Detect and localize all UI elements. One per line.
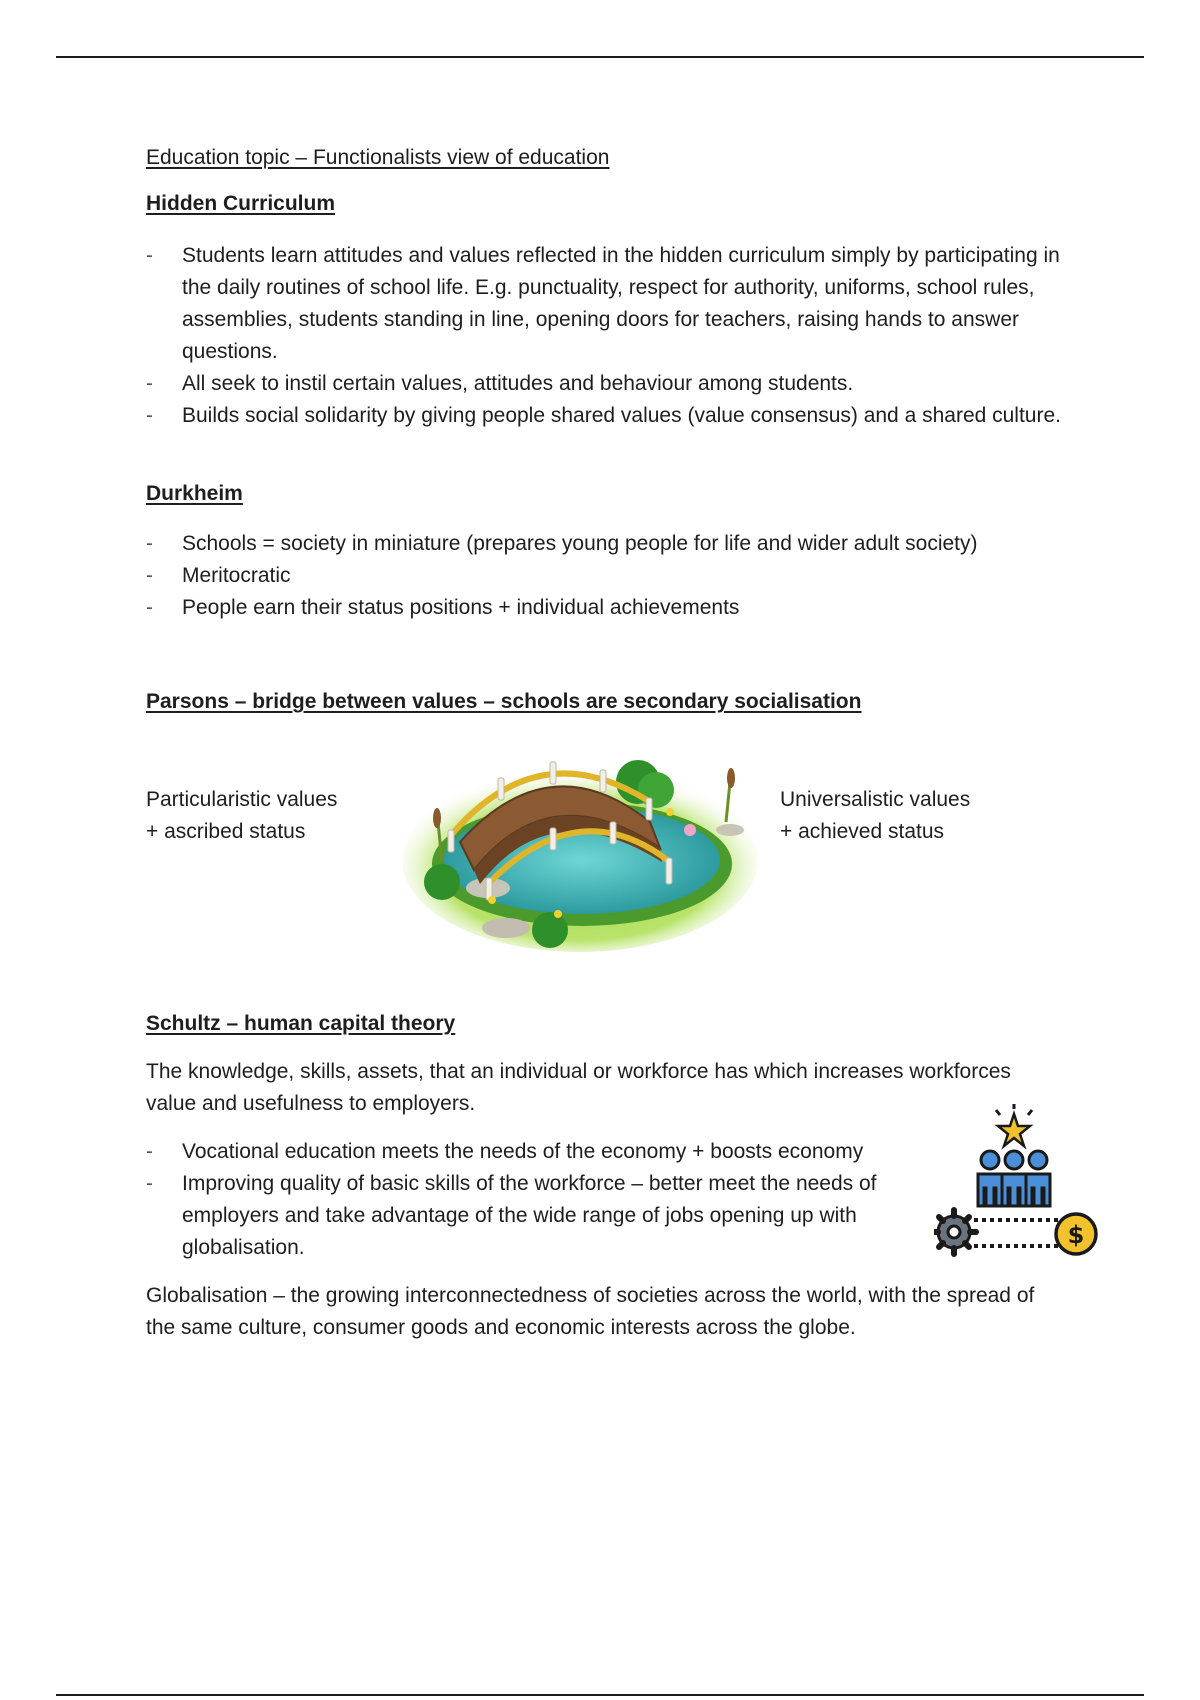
bottom-rule [56,1694,1144,1696]
schultz-heading: Schultz – human capital theory [146,1012,456,1035]
durkheim-heading: Durkheim [146,482,243,505]
top-rule [56,56,1144,58]
list-item: - All seek to instil certain values, attitudes and behaviour among students. [146,368,1066,400]
globalisation-definition: Globalisation – the growing interconnectedness of societies across the world, with the spread of the same culture, consumer goods and economic interests across the globe. [146,1284,1035,1339]
ascribed-status-line: + ascribed status [146,820,306,843]
hidden-curriculum-list [146,240,1066,432]
parsons-heading: Parsons – bridge between values – schools are secondary socialisation [146,690,862,713]
list-item: - Schools = society in miniature (prepares young people for life and wider adult society) [146,528,1066,560]
list-item: - Vocational education meets the needs of the economy + boosts economy [146,1136,926,1168]
schultz-list [146,1136,926,1264]
list-item: - Builds social solidarity by giving people shared values (value consensus) and a shared culture. [146,400,1066,432]
list-item: - Meritocratic [146,560,1066,592]
human-capital-icon [934,1104,1100,1264]
durkheim-list [146,528,1066,624]
list-item: - Improving quality of basic skills of the workforce – better meet the needs of employers and take advantage of the wide range of jobs opening up with globalisation. [146,1168,926,1264]
achieved-status-line: + achieved status [780,820,945,843]
particularistic-values-line: Particularistic values [146,788,338,811]
bridge-illustration-icon [400,752,760,952]
list-item: - Students learn attitudes and values reflected in the hidden curriculum simply by participating in the daily routines of school life. E.g. punctuality, respect for authority, uniforms, school rules, assemblies, students standing in line, opening doors for teachers, raising hands to answer questions. [146,240,1066,368]
svg-text:$: $ [1067,1221,1085,1249]
human-capital-definition: The knowledge, skills, assets, that an individual or workforce has which increases workforces value and usefulness to employers. [146,1060,1011,1115]
hidden-curriculum-heading: Hidden Curriculum [146,192,336,215]
list-item: - People earn their status positions + individual achievements [146,592,1066,624]
universalistic-values-line: Universalistic values [780,788,971,811]
document-title: Education topic – Functionalists view of education [146,146,610,169]
